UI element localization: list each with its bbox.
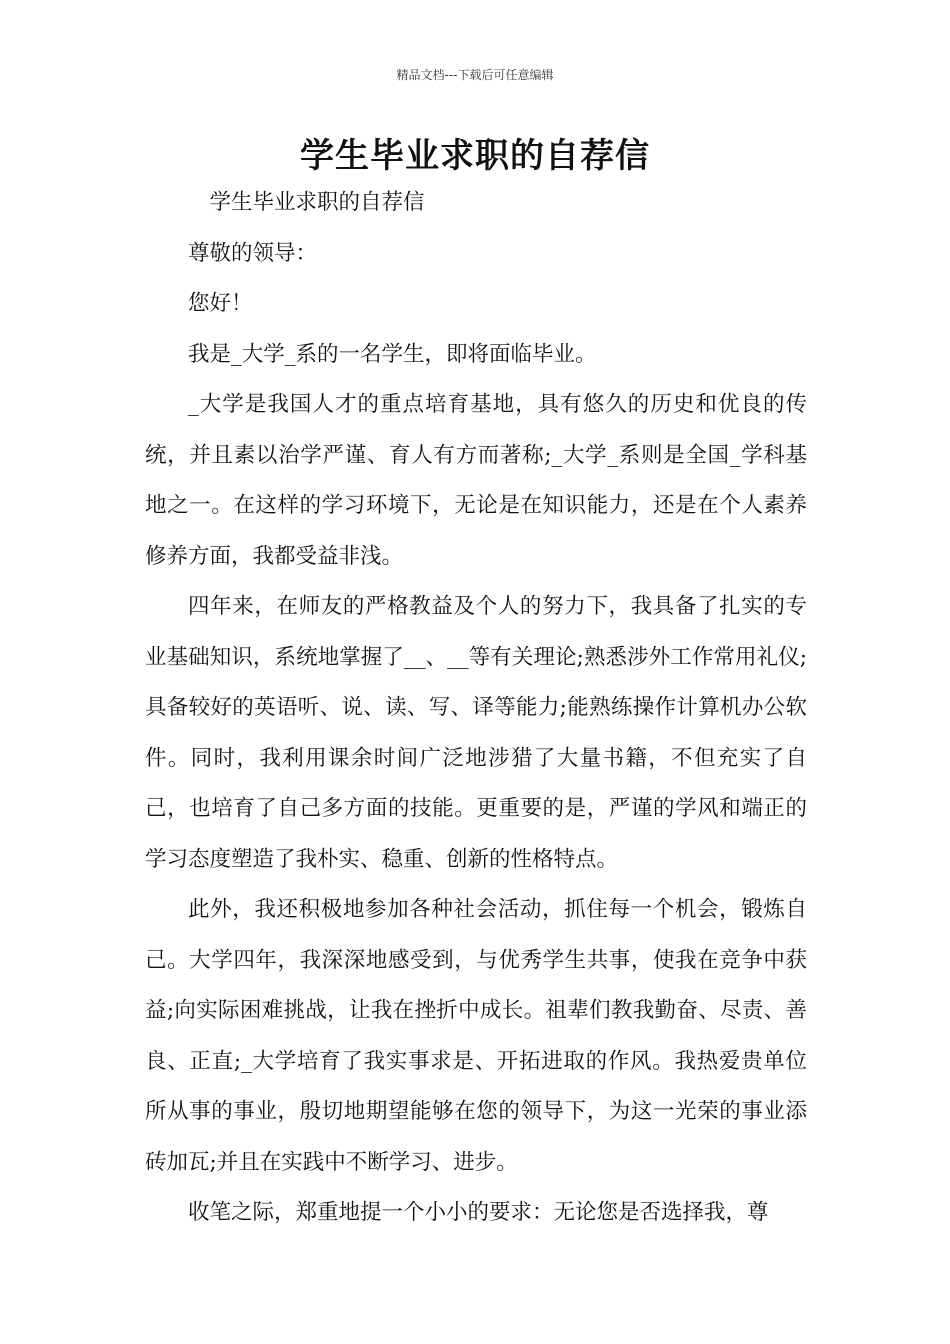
header-note: 精品文档---下载后可任意编辑 — [396, 68, 554, 82]
document-title: 学生毕业求职的自荐信 — [300, 136, 650, 176]
paragraph-closing: 收笔之际，郑重地提一个小小的要求：无论您是否选择我，尊 — [188, 1200, 769, 1225]
letter-subtitle: 学生毕业求职的自荐信 — [209, 190, 425, 215]
paragraph-skills: 四年来，在师友的严格教益及个人的努力下，我具备了扎实的专业基础知识，系统地掌握了__、__等有关理论;熟悉涉外工作常用礼仪;具备较好的英语听、说、读、写、译等能力;能熟练操作计算机办公软件。同时，我利用课余时间广泛地涉猎了大量书籍，不但充实了自己，也培育了自己多方面的技能。更重要的是，严谨的学风和端正的学习态度塑造了我朴实、稳重、创新的性格特点。 — [145, 594, 807, 872]
paragraph-activities: 此外，我还积极地参加各种社会活动，抓住每一个机会，锻炼自己。大学四年，我深深地感受到，与优秀学生共事，使我在竞争中获益;向实际困难挑战，让我在挫折中成长。祖辈们教我勤奋、尽责、善良、正直;_大学培育了我实事求是、开拓进取的作风。我热爱贵单位所从事的事业，殷切地期望能够在您的领导下，为这一光荣的事业添砖加瓦;并且在实践中不断学习、进步。 — [145, 897, 807, 1175]
greeting: 您好！ — [188, 291, 253, 316]
salutation: 尊敬的领导： — [188, 240, 318, 266]
letter-body — [145, 178, 807, 1239]
paragraph-intro: 我是_大学_系的一名学生，即将面临毕业。 — [188, 341, 597, 367]
paragraph-university: _大学是我国人才的重点培育基地，具有悠久的历史和优良的传统，并且素以治学严谨、育人有方而著称;_大学_系则是全国_学科基地之一。在这样的学习环境下，无论是在知识能力，还是在个人素养修养方面，我都受益非浅。 — [145, 392, 807, 569]
